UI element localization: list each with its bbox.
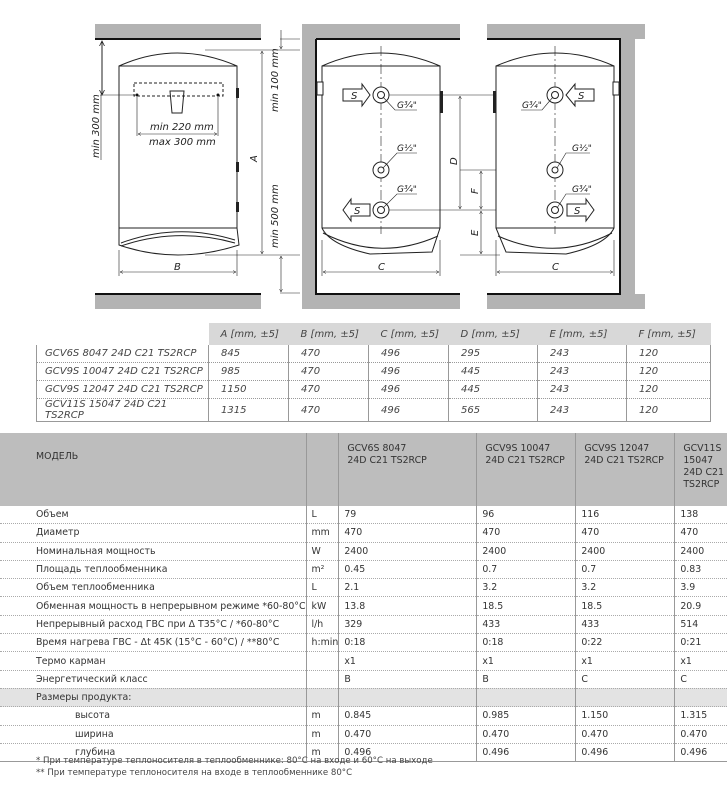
model-name: 24D C21 TS2RCP	[485, 455, 565, 466]
dims-value-cell: 470	[289, 363, 369, 381]
spec-unit: m	[306, 725, 339, 743]
spec-table-row	[0, 670, 727, 688]
spec-unit: mm	[306, 524, 339, 542]
ceiling	[95, 24, 261, 39]
spec-value: 0.470	[675, 725, 727, 743]
dims-model-cell: GCV9S 10047 24D C21 TS2RCP	[37, 363, 209, 381]
label-F: F	[470, 188, 481, 194]
spec-empty-cell	[306, 688, 339, 706]
spec-param-name: Энергетический класс	[0, 670, 306, 688]
spec-value: 0.496	[576, 743, 675, 761]
spec-value: 1.315	[675, 707, 727, 725]
dims-header-D: D [mm, ±5]	[449, 323, 538, 345]
label-g34: G¾"	[397, 185, 417, 195]
label-max300: max 300 mm	[149, 137, 216, 148]
side-view-right-wall	[487, 24, 645, 309]
spec-value: C	[675, 670, 727, 688]
dims-model-cell: GCV6S 8047 24D C21 TS2RCP	[37, 345, 209, 363]
label-min220: min 220 mm	[150, 122, 214, 133]
spec-unit: h:min	[306, 634, 339, 652]
label-D: D	[449, 157, 460, 165]
spec-param-name: Время нагрева ГВС - Δt 45K (15°C - 60°C) / **80°C	[0, 634, 306, 652]
model-name: GCV9S 12047	[584, 443, 650, 454]
spec-value: 2.1	[339, 579, 477, 597]
dims-value-cell: 243	[538, 399, 627, 422]
spec-value: 0.7	[576, 560, 675, 578]
spec-value: 2400	[339, 542, 477, 560]
footnote-2: ** При температуре теплоносителя на входе в теплообменнике 80°C	[36, 768, 353, 778]
dims-table-row	[37, 381, 711, 399]
label-S: S	[351, 91, 358, 102]
label-S: S	[574, 206, 581, 217]
spec-empty-cell	[477, 688, 576, 706]
spec-value: 433	[477, 615, 576, 633]
spec-value: 329	[339, 615, 477, 633]
footnote-1: * При температуре теплоносителя в теплообменнике: 80°C на входе и 60°C на выходе	[36, 756, 433, 766]
spec-value: 0:21	[675, 634, 727, 652]
spec-unit: m²	[306, 560, 339, 578]
label-C: C	[378, 262, 385, 273]
dims-header-A: A [mm, ±5]	[209, 323, 289, 345]
dims-value-cell: 445	[449, 381, 538, 399]
label-g34: G¾"	[522, 101, 542, 111]
spec-unit	[306, 670, 339, 688]
dims-value-cell: 295	[449, 345, 538, 363]
spec-table-row	[0, 579, 727, 597]
spec-value: 116	[576, 506, 675, 524]
spec-value: 0:18	[477, 634, 576, 652]
spec-empty-cell	[675, 688, 727, 706]
floor	[95, 294, 261, 309]
spec-table-row	[0, 634, 727, 652]
spec-table-row	[0, 652, 727, 670]
spec-value: 0.845	[339, 707, 477, 725]
model-name: 24D C21 TS2RCP	[584, 455, 664, 466]
spec-value: 0.7	[477, 560, 576, 578]
spec-value: 3.2	[477, 579, 576, 597]
spec-value: 18.5	[477, 597, 576, 615]
dims-value-cell: 120	[627, 381, 711, 399]
spec-param-name: глубина	[0, 743, 306, 761]
model-name: GCV6S 8047	[347, 443, 407, 454]
front-view	[91, 24, 300, 309]
spec-table-row	[0, 725, 727, 743]
label-g12: G½"	[572, 144, 592, 154]
spec-param-name: Обменная мощность в непрерывном режиме *60-80°C	[0, 597, 306, 615]
spec-value: 0.45	[339, 560, 477, 578]
label-min100: min 100 mm	[270, 48, 281, 112]
spec-table-row	[0, 615, 727, 633]
spec-header-unit	[306, 433, 339, 506]
dims-model-cell: GCV11S 15047 24D C21 TS2RCP	[37, 399, 209, 422]
spec-value: x1	[576, 652, 675, 670]
spec-param-name: Объем теплообменника	[0, 579, 306, 597]
spec-value: 0.83	[675, 560, 727, 578]
dims-header-C: C [mm, ±5]	[369, 323, 449, 345]
dims-value-cell: 243	[538, 381, 627, 399]
spec-value: 3.9	[675, 579, 727, 597]
spec-table-row	[0, 506, 727, 524]
spec-value: 0.496	[477, 743, 576, 761]
spec-header-model-4	[675, 433, 727, 506]
spec-table-row	[0, 707, 727, 725]
dims-value-cell: 470	[289, 399, 369, 422]
spec-value: 470	[477, 524, 576, 542]
label-g12: G½"	[397, 144, 417, 154]
label-B: B	[174, 262, 181, 273]
dims-value-cell: 496	[369, 381, 449, 399]
spec-empty-cell	[576, 688, 675, 706]
dims-header-F: F [mm, ±5]	[627, 323, 711, 345]
dims-value-cell: 120	[627, 363, 711, 381]
spec-value: 0:18	[339, 634, 477, 652]
spec-param-name: Площадь теплообменника	[0, 560, 306, 578]
spec-value: 0:22	[576, 634, 675, 652]
spec-unit: m	[306, 743, 339, 761]
spec-value: 470	[675, 524, 727, 542]
spec-value: 13.8	[339, 597, 477, 615]
spec-value: x1	[339, 652, 477, 670]
spec-table-row	[0, 542, 727, 560]
spec-param-name: высота	[0, 707, 306, 725]
dims-value-cell: 496	[369, 345, 449, 363]
spec-value: 138	[675, 506, 727, 524]
model-name: GCV11S 15047	[683, 443, 722, 466]
dims-value-cell: 120	[627, 399, 711, 422]
spec-header-model-2	[477, 433, 576, 506]
dims-header-blank	[37, 323, 209, 345]
spec-value: B	[339, 670, 477, 688]
spec-value: 0.470	[576, 725, 675, 743]
dims-value-cell: 243	[538, 345, 627, 363]
dimensions-table	[36, 323, 711, 422]
dims-value-cell: 845	[209, 345, 289, 363]
spec-value: x1	[675, 652, 727, 670]
spec-section-row	[0, 688, 727, 706]
model-name: GCV9S 10047	[485, 443, 551, 454]
spec-param-name: Диаметр	[0, 524, 306, 542]
spec-param-name: Термо карман	[0, 652, 306, 670]
dims-header-E: E [mm, ±5]	[538, 323, 627, 345]
spec-value: 2400	[477, 542, 576, 560]
dims-value-cell: 120	[627, 345, 711, 363]
spec-unit: L	[306, 506, 339, 524]
spec-header-model: МОДЕЛЬ	[0, 433, 306, 506]
spec-value: 470	[576, 524, 675, 542]
spec-value: 20.9	[675, 597, 727, 615]
spec-value: 79	[339, 506, 477, 524]
spec-value: 96	[477, 506, 576, 524]
dims-header-B: B [mm, ±5]	[289, 323, 369, 345]
label-min300: min 300 mm	[91, 94, 102, 158]
model-name: 24D C21 TS2RCP	[347, 455, 427, 466]
dims-value-cell: 985	[209, 363, 289, 381]
spec-table-row	[0, 524, 727, 542]
installation-diagram	[0, 0, 727, 310]
dims-value-cell: 243	[538, 363, 627, 381]
spec-value: B	[477, 670, 576, 688]
spec-param-name: Объем	[0, 506, 306, 524]
specifications-table	[0, 433, 727, 762]
dims-value-cell: 470	[289, 345, 369, 363]
dims-value-cell: 496	[369, 399, 449, 422]
spec-value: 470	[339, 524, 477, 542]
spec-value: 18.5	[576, 597, 675, 615]
spec-value: 0.496	[339, 743, 477, 761]
spec-unit: l/h	[306, 615, 339, 633]
spec-value: C	[576, 670, 675, 688]
spec-value: 514	[675, 615, 727, 633]
dims-value-cell: 496	[369, 363, 449, 381]
label-S: S	[354, 206, 361, 217]
dims-value-cell: 445	[449, 363, 538, 381]
spec-header-model-1	[339, 433, 477, 506]
label-g34: G¾"	[397, 101, 417, 111]
spec-param-name: Номинальная мощность	[0, 542, 306, 560]
label-A: A	[249, 155, 260, 162]
spec-table-row	[0, 597, 727, 615]
spec-param-name: ширина	[0, 725, 306, 743]
spec-header-model-3	[576, 433, 675, 506]
spec-empty-cell	[339, 688, 477, 706]
spec-value: 1.150	[576, 707, 675, 725]
spec-unit: kW	[306, 597, 339, 615]
spec-unit: W	[306, 542, 339, 560]
dims-value-cell: 565	[449, 399, 538, 422]
spec-value: 2400	[576, 542, 675, 560]
footnotes	[36, 755, 433, 779]
dims-table-row	[37, 345, 711, 363]
label-S: S	[578, 91, 585, 102]
spec-unit	[306, 652, 339, 670]
label-E: E	[470, 229, 481, 236]
spec-value: 3.2	[576, 579, 675, 597]
dims-value-cell: 470	[289, 381, 369, 399]
spec-value: 0.985	[477, 707, 576, 725]
spec-section-label: Размеры продукта:	[0, 688, 306, 706]
dims-table-row	[37, 363, 711, 381]
label-g34: G¾"	[572, 185, 592, 195]
spec-value: 0.470	[477, 725, 576, 743]
label-C: C	[552, 262, 559, 273]
dims-value-cell: 1315	[209, 399, 289, 422]
dims-table-row	[37, 399, 711, 422]
dims-model-cell: GCV9S 12047 24D C21 TS2RCP	[37, 381, 209, 399]
model-name: 24D C21 TS2RCP	[683, 467, 724, 490]
spec-value: x1	[477, 652, 576, 670]
spec-value: 0.470	[339, 725, 477, 743]
dims-value-cell: 1150	[209, 381, 289, 399]
spec-param-name: Непрерывный расход ГВС при Δ T35°C / *60-80°C	[0, 615, 306, 633]
spec-value: 0.496	[675, 743, 727, 761]
spec-unit: L	[306, 579, 339, 597]
spec-value: 433	[576, 615, 675, 633]
spec-table-row	[0, 560, 727, 578]
label-min500: min 500 mm	[270, 184, 281, 248]
spec-unit: m	[306, 707, 339, 725]
spec-value: 2400	[675, 542, 727, 560]
